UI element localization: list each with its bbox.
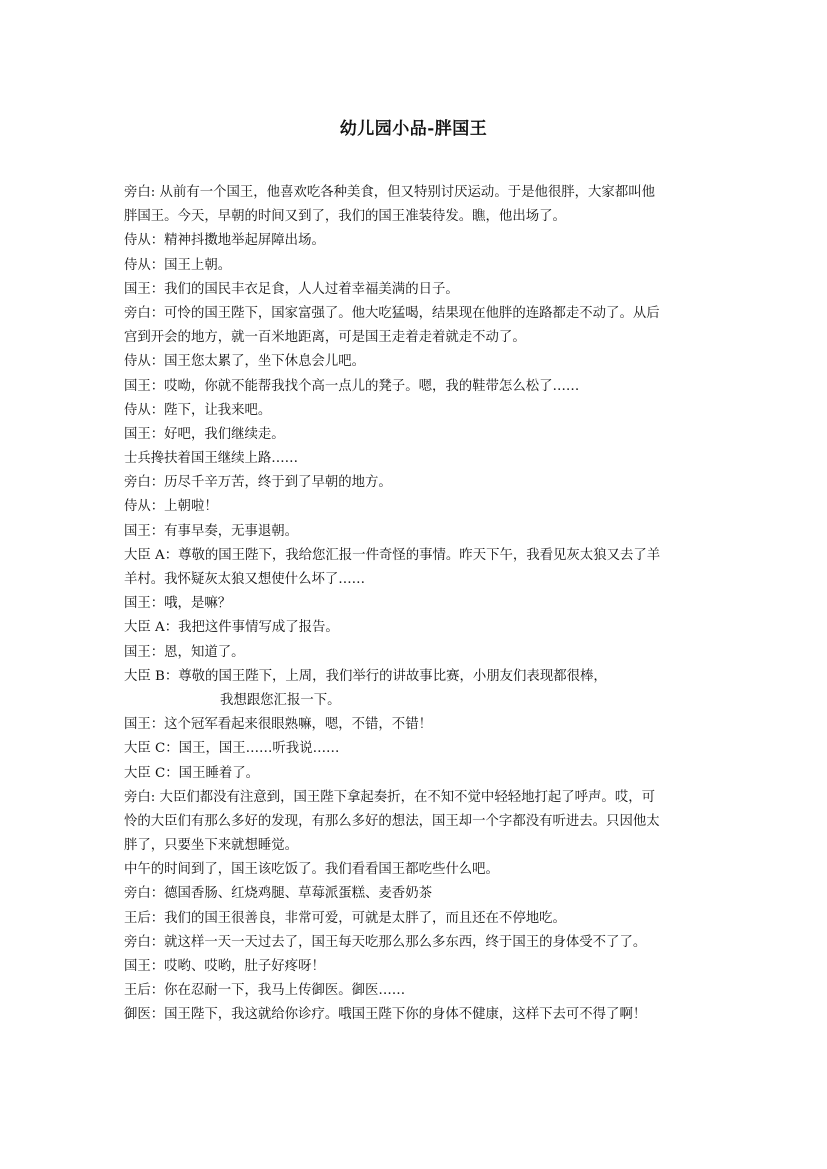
document-body bbox=[124, 181, 706, 1028]
text-line: 旁白: 从前有一个国王，他喜欢吃各种美食，但又特别讨厌运动。于是他很胖，大家都叫他 bbox=[124, 185, 655, 200]
text-line: 大臣 C：国王睡着了。 bbox=[124, 765, 260, 781]
text-line: 国王：哎哟、哎哟，肚子好疼呀！ bbox=[124, 959, 325, 974]
text-line: 国王：哦，是嘛？ bbox=[124, 596, 232, 612]
text-line: 大臣 B：尊敬的国王陛下，上周，我们举行的讲故事比赛，小朋友们表现都很棒， bbox=[124, 668, 607, 684]
text-line: 御医：国王陛下，我这就给你诊疗。哦国王陛下你的身体不健康，这样下去可不得了啊！ bbox=[124, 1007, 647, 1023]
text-line: 大臣 A：尊敬的国王陛下，我给您汇报一件奇怪的事情。昨天下午，我看见灰太狼又去了羊 bbox=[124, 547, 661, 563]
text-line: 王后：你在忍耐一下，我马上传御医。御医…… bbox=[124, 983, 406, 999]
text-line: 中午的时间到了，国王该吃饭了。我们看看国王都吃些什么吧。 bbox=[124, 862, 499, 878]
text-line: 宫到开会的地方，就一百米地距离，可是国王走着走着就走不动了。 bbox=[124, 330, 526, 346]
text-line: 侍从：陛下，让我来吧。 bbox=[124, 402, 272, 418]
text-line: 大臣 C：国王，国王……听我说…… bbox=[124, 741, 340, 757]
text-line: 士兵搀扶着国王继续上路…… bbox=[124, 451, 299, 467]
text-line: 旁白：历尽千辛万苦，终于到了早朝的地方。 bbox=[124, 475, 392, 491]
text-line: 国王：恩，知道了。 bbox=[124, 644, 245, 660]
text-line: 国王：好吧，我们继续走。 bbox=[124, 426, 285, 442]
text-line: 侍从：国王上朝。 bbox=[124, 257, 232, 273]
text-line: 旁白：就这样一天一天过去了，国王每天吃那么那么多东西，终于国王的身体受不了了。 bbox=[124, 934, 647, 950]
text-line: 胖了，只要坐下来就想睡觉。 bbox=[124, 838, 299, 854]
text-line: 旁白：德国香肠、红烧鸡腿、草莓派蛋糕、麦香奶茶 bbox=[124, 886, 432, 902]
text-line: 旁白: 大臣们都没有注意到，国王陛下拿起奏折，在不知不觉中轻轻地打起了呼声。哎，可 bbox=[124, 789, 655, 805]
text-line: 大臣 A：我把这件事情写成了报告。 bbox=[124, 620, 339, 636]
text-line: 旁白：可怜的国王陛下，国家富强了。他大吃猛喝，结果现在他胖的连路都走不动了。从后 bbox=[124, 305, 660, 321]
text-line: 怜的大臣们有那么多好的发现，有那么多好的想法，国王却一个字都没有听进去。只因他太 bbox=[124, 813, 660, 829]
document-title: 幼儿园小品-胖国王 bbox=[339, 119, 488, 139]
text-line: 侍从：精神抖擞地举起屏障出场。 bbox=[124, 233, 325, 249]
text-line: 侍从：国王您太累了，坐下休息会儿吧。 bbox=[124, 354, 366, 370]
text-line: 国王：有事早奏，无事退朝。 bbox=[124, 523, 299, 539]
text-line: 羊村。我怀疑灰太狼又想使什么坏了…… bbox=[124, 572, 366, 587]
text-line: 侍从：上朝啦！ bbox=[124, 499, 218, 515]
text-line: 国王：哎呦，你就不能帮我找个高一点儿的凳子。嗯，我的鞋带怎么松了…… bbox=[124, 378, 580, 394]
text-line: 胖国王。今天，早朝的时间又到了，我们的国王准装待发。瞧，他出场了。 bbox=[124, 209, 566, 225]
text-line: 国王：这个冠军看起来很眼熟嘛，嗯，不错，不错！ bbox=[124, 717, 432, 733]
text-line: 王后：我们的国王很善良，非常可爱，可就是太胖了，而且还在不停地吃。 bbox=[124, 910, 566, 926]
text-line: 我想跟您汇报一下。 bbox=[220, 692, 341, 708]
text-line: 国王：我们的国民丰衣足食，人人过着幸福美满的日子。 bbox=[124, 281, 459, 297]
